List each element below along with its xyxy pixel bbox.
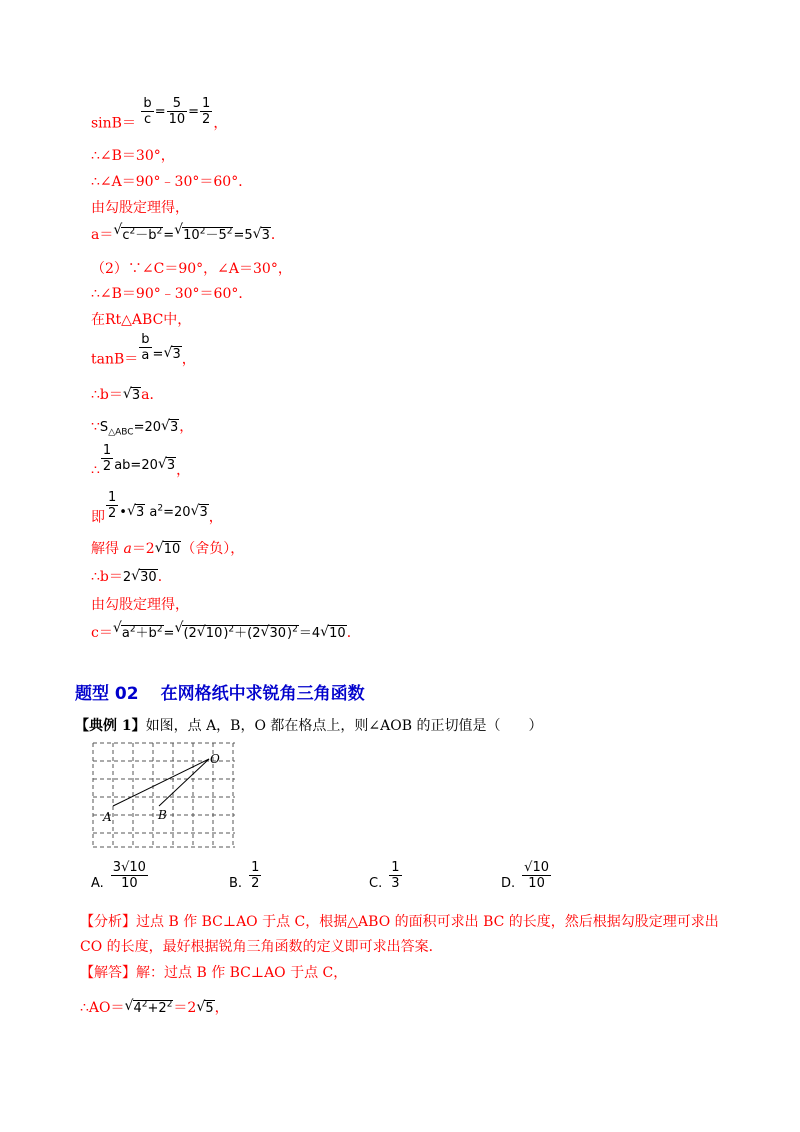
section-heading bbox=[75, 679, 365, 704]
sinB-label: sinB＝ bbox=[91, 115, 136, 132]
radical-4sq-2sq: √ $4^2+2^2$ bbox=[125, 1001, 174, 1016]
comma: ， bbox=[208, 509, 223, 526]
ji-label: 即 bbox=[91, 509, 105, 526]
equals: = bbox=[163, 626, 175, 641]
solution-line-half-ab bbox=[91, 443, 190, 480]
answer-line-2 bbox=[80, 997, 229, 1017]
option-c bbox=[369, 860, 403, 891]
frac-num: 1 bbox=[202, 96, 211, 111]
frac-num: 5 bbox=[167, 96, 188, 112]
solution-line: 由勾股定理得， bbox=[91, 597, 189, 613]
question-line bbox=[75, 715, 542, 735]
solution-line-b bbox=[91, 384, 164, 404]
frac-den: 10 bbox=[121, 876, 138, 891]
option-label: B. bbox=[229, 876, 243, 891]
equals-root3: =√ 3 bbox=[153, 347, 182, 362]
radical-c2-b2: √ $c^2-b^2$ bbox=[113, 228, 163, 243]
root3: √ 3 bbox=[123, 388, 141, 403]
comma: ， bbox=[213, 115, 228, 132]
discard-negative: （舍负）， bbox=[181, 541, 245, 557]
option-d bbox=[501, 860, 552, 891]
answer-suffix: ， bbox=[214, 1000, 229, 1016]
result-4-root10: 4√ 10 bbox=[312, 626, 347, 641]
frac-num: 1 bbox=[108, 490, 117, 505]
b-equals-label: ∴b＝ bbox=[91, 387, 123, 403]
frac-num: 1 bbox=[391, 860, 400, 875]
frac-num: √10 bbox=[524, 860, 549, 875]
solution-line: ∴∠A＝90°﹣30°＝60°． bbox=[91, 174, 253, 190]
root3: 3 bbox=[172, 346, 181, 362]
equals: = bbox=[188, 104, 200, 120]
frac-den: 2 bbox=[108, 506, 117, 521]
frac-den: 10 bbox=[528, 876, 545, 891]
option-label: A. bbox=[91, 876, 104, 891]
solution-line: 在Rt△ABC中， bbox=[91, 312, 192, 328]
because-symbol: ∵ bbox=[91, 419, 100, 435]
equals: ＝ bbox=[298, 626, 312, 641]
root5: √ 5 bbox=[196, 1001, 214, 1016]
solution-line-area bbox=[91, 416, 193, 438]
solution-line-c bbox=[91, 622, 361, 642]
ab-expression: ab=20√ 3 bbox=[114, 458, 176, 473]
option-label: D. bbox=[501, 876, 516, 891]
fraction-one-half bbox=[101, 443, 113, 474]
equals: = bbox=[154, 104, 166, 120]
option-a bbox=[91, 860, 149, 891]
fraction-1-over-2 bbox=[200, 96, 212, 127]
solution-line: （2）∵∠C＝90°，∠A＝30°， bbox=[91, 261, 292, 277]
frac-den: 10 bbox=[168, 112, 186, 127]
label-A: A bbox=[103, 810, 112, 824]
answer-prefix: ∴AO＝ bbox=[80, 1000, 125, 1016]
answer-result: ＝2 bbox=[173, 1000, 197, 1016]
frac-den: c bbox=[143, 112, 152, 127]
heading-label: 题型 02 bbox=[75, 684, 139, 704]
result-2-root30: 2√ 30 bbox=[123, 570, 158, 585]
period: ． bbox=[270, 227, 285, 243]
segment-AO bbox=[113, 759, 209, 806]
comma: ， bbox=[179, 419, 194, 435]
option-label: C. bbox=[369, 876, 383, 891]
frac-num: b bbox=[141, 332, 150, 347]
radical-a2-b2: √ $a^2+b^2$ bbox=[113, 626, 164, 641]
frac-num: 1 bbox=[251, 860, 260, 875]
therefore-symbol: ∴ bbox=[91, 462, 100, 479]
fraction-5-over-10 bbox=[167, 96, 188, 127]
comma: ， bbox=[181, 351, 196, 368]
tanB-label: tanB＝ bbox=[91, 351, 139, 368]
label-O: O bbox=[210, 752, 220, 766]
analysis-line-1 bbox=[80, 911, 719, 931]
radical-sum: √ (2√ 10)$^2$＋(2√ 30)$^2$ bbox=[174, 626, 298, 641]
solution-line: ∴∠B＝30°， bbox=[91, 148, 175, 164]
a-suffix: a． bbox=[141, 387, 164, 403]
solution-line-ji bbox=[91, 490, 223, 527]
area-expression: $S_{\triangle ABC}=20√$ 3 bbox=[100, 420, 179, 435]
dot-root3-a2: •√ 3 $a^2=20√$ 3 bbox=[119, 505, 209, 520]
frac-den: a bbox=[141, 348, 150, 363]
frac-num: 3√10 bbox=[112, 860, 146, 875]
option-fraction bbox=[389, 860, 401, 891]
radical-10sq-5sq: √ $10^2-5^2$ bbox=[174, 228, 233, 243]
a-equals-label: a＝ bbox=[91, 227, 114, 243]
frac-num: b bbox=[143, 96, 152, 111]
frac-den: 2 bbox=[251, 876, 260, 891]
frac-num: 1 bbox=[102, 443, 112, 458]
comma: ， bbox=[176, 462, 191, 479]
frac-den: 2 bbox=[102, 459, 112, 474]
equals: = bbox=[233, 228, 245, 243]
analysis-text-1: 过点 B 作 BC⊥AO 于点 C，根据△ABO 的面积可求出 BC 的长度，然后根据勾股定理可求出 bbox=[136, 914, 719, 930]
grid-figure bbox=[91, 741, 241, 851]
heading-title: 在网格纸中求锐角三角函数 bbox=[160, 684, 365, 704]
frac-den: 2 bbox=[202, 112, 211, 127]
answer-text-1: 解：过点 B 作 BC⊥AO 于点 C， bbox=[136, 965, 348, 981]
analysis-text-2: CO 的长度，最好根据锐角三角函数的定义即可求出答案． bbox=[80, 939, 443, 955]
solution-line-b-value bbox=[91, 566, 172, 586]
analysis-line-2 bbox=[80, 936, 443, 956]
equals: = bbox=[163, 228, 175, 243]
option-fraction bbox=[249, 860, 261, 891]
solution-line-sinB bbox=[91, 96, 227, 133]
label-B: B bbox=[158, 808, 167, 822]
option-fraction bbox=[111, 860, 148, 891]
solution-line-tanB bbox=[91, 332, 196, 369]
solution-line-solve-a bbox=[91, 538, 244, 558]
analysis-tag: 【分析】 bbox=[80, 914, 136, 930]
solution-line: ∴∠B＝90°﹣30°＝60°． bbox=[91, 286, 253, 302]
b-equals-label: ∴b＝ bbox=[91, 569, 123, 585]
answer-tag: 【解答】 bbox=[80, 965, 136, 981]
option-b bbox=[229, 860, 262, 891]
fraction-one-half bbox=[106, 490, 118, 521]
c-equals-label: c＝ bbox=[91, 625, 113, 641]
period: ． bbox=[157, 569, 172, 585]
segment-BO bbox=[159, 759, 209, 806]
result-5-root3: 5√ 3 bbox=[244, 228, 271, 243]
period: ． bbox=[346, 625, 361, 641]
frac-den: 3 bbox=[391, 876, 400, 891]
question-text: 如图，点 A，B，O 都在格点上，则∠AOB 的正切值是（ ） bbox=[145, 718, 543, 734]
solution-line: 由勾股定理得， bbox=[91, 200, 189, 216]
solution-line-a bbox=[91, 224, 285, 244]
root10: √ 10 bbox=[155, 542, 182, 557]
solve-label: 解得 a＝2 bbox=[91, 541, 155, 557]
fraction-b-over-c bbox=[141, 96, 153, 127]
answer-line-1 bbox=[80, 962, 347, 982]
option-fraction bbox=[522, 860, 551, 891]
question-tag: 【典例 1】 bbox=[75, 718, 146, 734]
fraction-b-over-a bbox=[139, 332, 151, 363]
